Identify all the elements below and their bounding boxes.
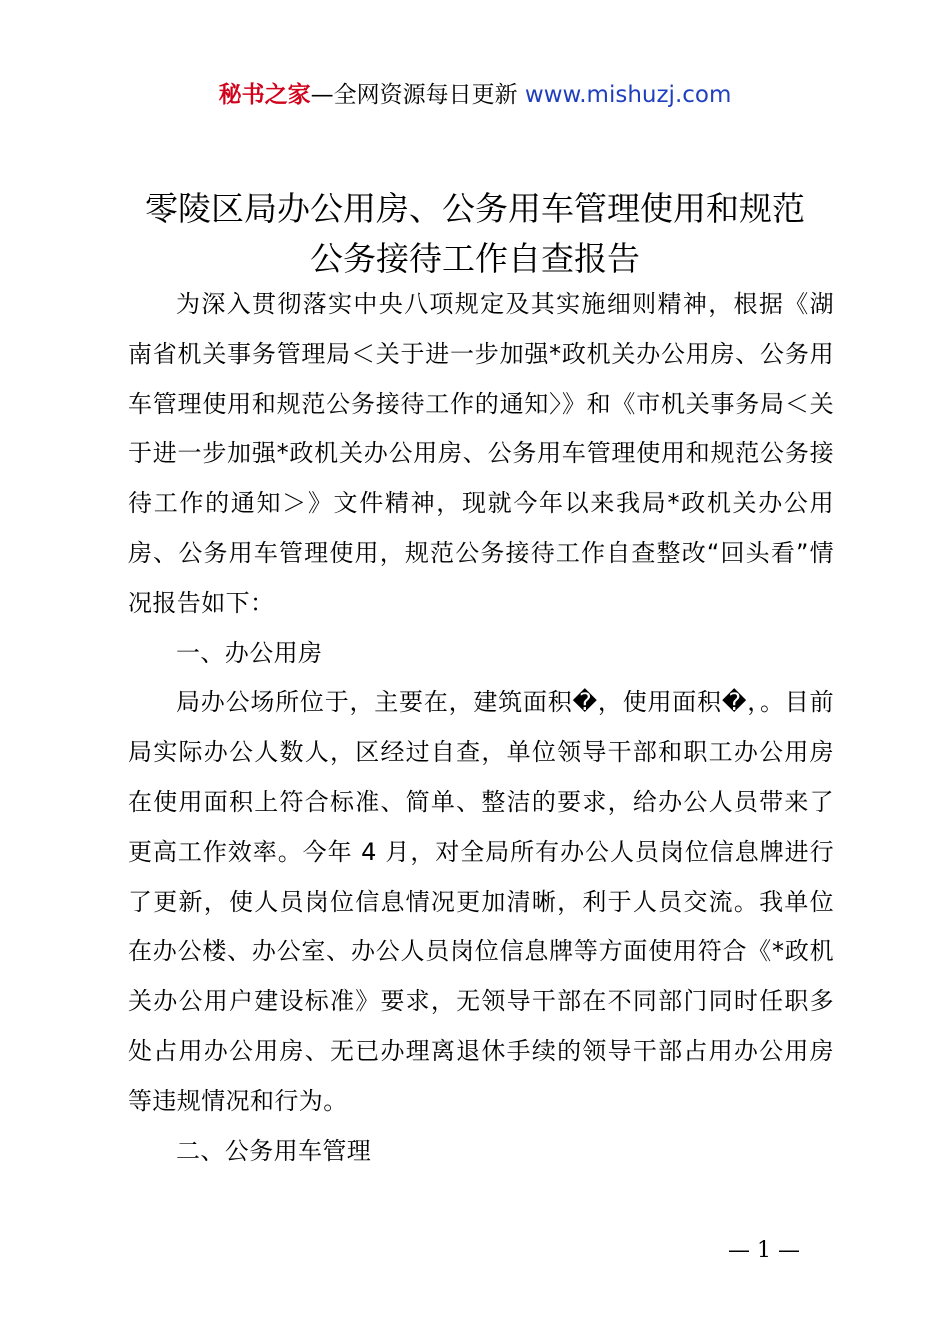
document-title-line-2: 公务接待工作自查报告 bbox=[310, 239, 640, 278]
section-heading-office-space: 一、办公用房 bbox=[176, 638, 323, 667]
site-header bbox=[0, 78, 950, 112]
page-number: — 1 — bbox=[728, 1238, 800, 1263]
document-body bbox=[128, 280, 834, 1176]
intro-paragraph: 为深入贯彻落实中央八项规定及其实施细则精神，根据《湖南省机关事务管理局＜关于进一步加强*政机关办公用房、公务用车管理使用和规范公务接待工作的通知〉》和《市机关事务局＜关于进一步加强*政机关办公用房、公务用车管理使用和规范公务接待工作的通知＞》文件精神，现就今年以来我局*政机关办公用房、公务用车管理使用，规范公务接待工作自查整改“回头看”情况报告如下： bbox=[128, 290, 834, 617]
header-url-link[interactable]: www.mishuzj.com bbox=[524, 82, 732, 108]
office-space-paragraph: 局办公场所位于，主要在，建筑面积�，使用面积�，。目前局实际办公人数人，区经过自查，单位领导干部和职工办公用房在使用面积上符合标准、简单、整洁的要求，给办公人员带来了更高工作效率。今年 4 月，对全局所有办公人员岗位信息牌进行了更新，使人员岗位信息情况更加清晰，利于人员交流。我单位在办公楼、办公室、办公人员岗位信息牌等方面使用符合《*政机关办公用户建设标准》要求，无领导干部在不同部门同时任职多处占用办公用房、无已办理离退休手续的领导干部占用办公用房等违规情况和行为。 bbox=[128, 688, 834, 1115]
header-tagline: —全网资源每日更新 bbox=[310, 82, 525, 108]
brand-name: 秘书之家 bbox=[218, 82, 311, 108]
document-title bbox=[100, 184, 850, 284]
section-heading-official-vehicles: 二、公务用车管理 bbox=[176, 1136, 372, 1165]
document-title-line-1: 零陵区局办公用房、公务用车管理使用和规范 bbox=[145, 189, 805, 228]
